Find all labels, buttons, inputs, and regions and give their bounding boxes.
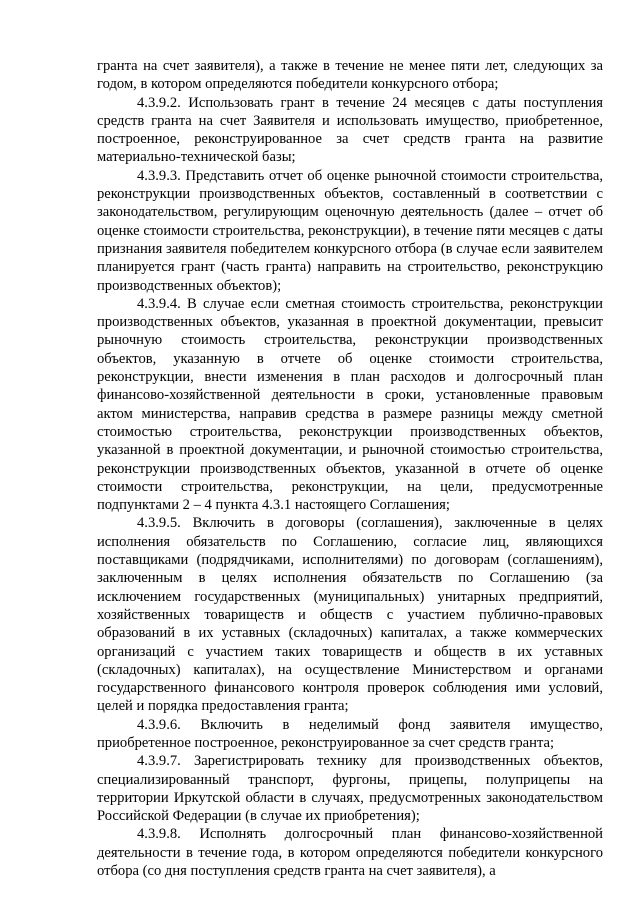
paragraph-4-3-9-6: 4.3.9.6. Включить в неделимый фонд заявителя имущество, приобретенное построенное, реконструированное за счет средств гранта; — [97, 716, 603, 751]
paragraph-continuation: гранта на счет заявителя), а также в течение не менее пяти лет, следующих за годом, в котором определяются победители конкурсного отбора; — [97, 58, 603, 93]
paragraph-4-3-9-5: 4.3.9.5. Включить в договоры (соглашения), заключенные в целях исполнения обязательств по Соглашению, согласие лиц, являющихся поставщиками (подрядчиками, исполнителями) по договорам (соглашениям), заключенным в целях исполнения обязательств по Соглашению (за исключением государственных (муниципальных) унитарных предприятий, хозяйственных товариществ и обществ с участием публично-правовых образований в их уставных (складочных) капиталах, а также коммерческих организаций с участием таких товариществ и обществ в их уставных (складочных) капиталах), на осуществление Министерством и органами государственного финансового контроля проверок соблюдения ими условий, целей и порядка предоставления гранта; — [97, 515, 603, 715]
paragraph-4-3-9-7: 4.3.9.7. Зарегистрировать технику для производственных объектов, специализированный транспорт, фургоны, прицепы, полуприцепы на территории Иркутской области в случаях, предусмотренных законодательством Российской Федерации (в случае их приобретения); — [97, 753, 603, 825]
paragraph-4-3-9-3: 4.3.9.3. Представить отчет об оценке рыночной стоимости строительства, реконструкции производственных объектов, составленный в соответствии с законодательством, регулирующим оценочную деятельность (далее – отчет об оценке стоимости строительства, реконструкции), в течение пяти месяцев с даты признания заявителя победителем конкурсного отбора (в случае если заявителем планируется грант (часть гранта) направить на строительство, реконструкцию производственных объектов); — [97, 167, 603, 294]
document-body — [97, 57, 603, 880]
paragraph-4-3-9-4: 4.3.9.4. В случае если сметная стоимость строительства, реконструкции производственных объектов, указанная в проектной документации, превысит рыночную стоимость строительства, реконструкции производственных объектов, указанную в отчете об оценке стоимости строительства, реконструкции, внести изменения в план расходов и долгосрочный план финансово-хозяйственной деятельности в сроки, установленные правовым актом министерства, направив средства в размере разницы между сметной стоимостью строительства, реконструкции производственных объектов, указанной в проектной документации, и рыночной стоимостью строительства, реконструкции производственных объектов, указанной в отчете об оценке стоимости строительства, реконструкции, на цели, предусмотренные подпунктами 2 – 4 пункта 4.3.1 настоящего Соглашения; — [97, 295, 603, 514]
paragraph-4-3-9-8: 4.3.9.8. Исполнять долгосрочный план финансово-хозяйственной деятельности в течение года, в котором определяются победители конкурсного отбора (со дня поступления средств гранта на счет заявителя), а — [97, 826, 603, 880]
paragraph-4-3-9-2: 4.3.9.2. Использовать грант в течение 24 месяцев с даты поступления средств гранта на счет Заявителя и использовать имущество, приобретенное, построенное, реконструированное за счет средств гранта на развитие материально-технической базы; — [97, 94, 603, 166]
